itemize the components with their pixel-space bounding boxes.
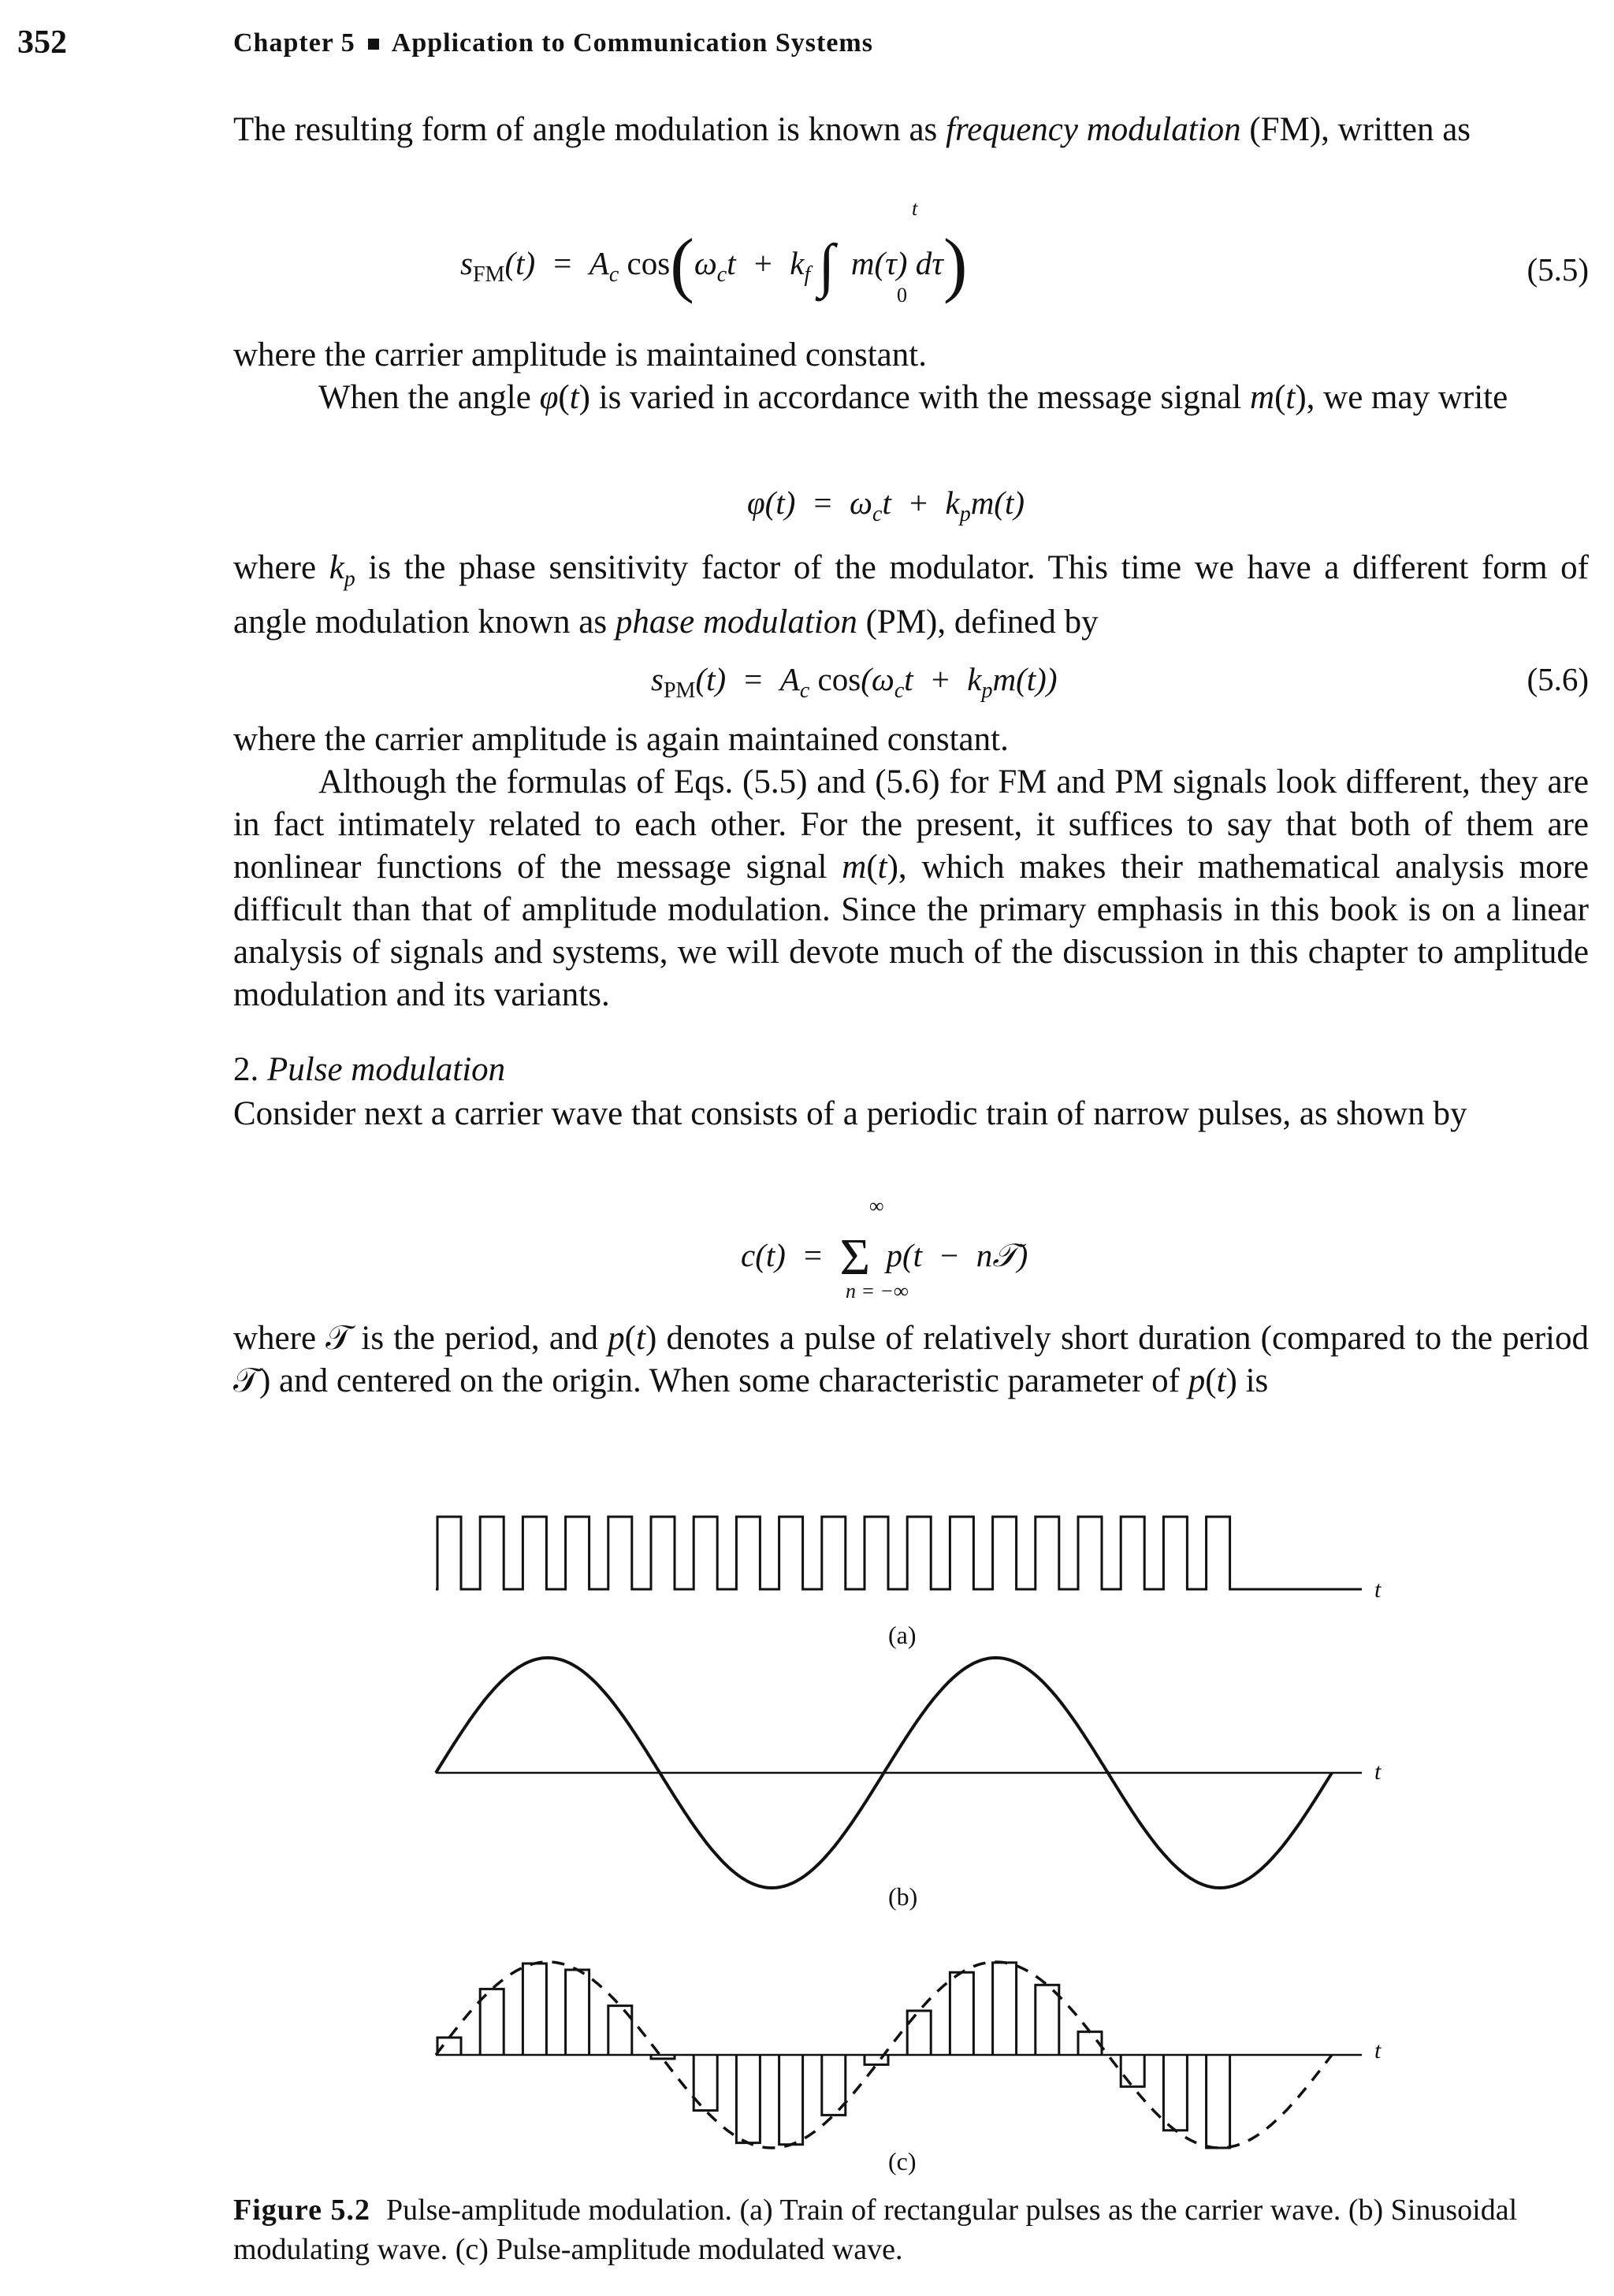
pam-pulse [566, 1970, 589, 2055]
integral-upper-limit: t [912, 197, 918, 220]
paragraph-period-definition: where 𝒯 is the period, and p(t) denotes a pulse of relatively short duration (compared to the period 𝒯) and centered on the origin. When some characteristic parameter of p(t) is [233, 1320, 1589, 1399]
pulse-train-a [436, 1517, 1362, 1589]
pam-pulse [736, 2055, 760, 2143]
axis-label-b: t [1374, 1759, 1382, 1785]
pam-pulse [865, 2055, 888, 2064]
pam-pulse [1207, 2055, 1230, 2148]
pam-pulse [779, 2055, 803, 2145]
integral-lower-limit: 0 [897, 284, 907, 307]
rectangular-pulse-train [436, 1517, 1362, 1589]
equation-fm: $s_{FM}(t) = A_c$ $\cos(\omega_ct + k_f$ ∫ m(τ) dτ) [460, 224, 968, 304]
pam-pulse [523, 1963, 546, 2055]
pam-pulse [950, 1972, 973, 2055]
page-number: 352 [17, 24, 67, 61]
axis-label-a: t [1374, 1577, 1382, 1603]
pam-wave-c [436, 1962, 1362, 2148]
section-heading: 2. Pulse modulation [233, 1051, 506, 1088]
paragraph-again-constant: where the carrier amplitude is again maintained constant. [233, 721, 1009, 758]
running-head-title: Application to Communication Systems [391, 28, 873, 58]
paragraph-fm-pm-related: Although the formulas of Eqs. (5.5) and (5.6) for FM and PM signals look different, they are in fact intimately related to each other. For the present, it suffices to say that both of them are nonlinear functions of the message signal m(t), which makes their mathematical analysis more difficult than that of amplitude modulation. Since the primary emphasis in this book is on a linear analysis of signals and systems, we will devote much of the discussion in this chapter to amplitude modulation and its variants. [233, 763, 1590, 1013]
equation-number-pm: (5.6) [1527, 661, 1589, 697]
pam-pulse [993, 1963, 1017, 2055]
paragraph-pulse-train: Consider next a carrier wave that consists of a periodic train of narrow pulses, as shown by [233, 1095, 1467, 1132]
sum-lower-limit: n = −∞ [846, 1280, 909, 1302]
caption-text: Pulse-amplitude modulation. (a) Train of rectangular pulses as the carrier wave. (b) Sinusoidal modulating wave. (c) Pulse-amplitude modulated wave. [233, 2194, 1518, 2266]
running-head-chapter: Chapter 5 [233, 28, 355, 58]
sublabel-b: (b) [888, 1882, 918, 1911]
equation-phi: $\varphi(t) = \omega_ct + k_pm(t)$ [747, 485, 1025, 527]
figure-caption [233, 2190, 1589, 2269]
sum-upper-limit: ∞ [869, 1194, 884, 1217]
paragraph-carrier-constant: where the carrier amplitude is maintained constant. [233, 336, 927, 373]
caption-label: Figure 5.2 [233, 2194, 370, 2227]
equation-number-fm: (5.5) [1527, 251, 1589, 288]
sublabel-a: (a) [888, 1621, 917, 1649]
pam-pulse [1163, 2055, 1187, 2131]
axis-label-c: t [1374, 2038, 1382, 2064]
paragraph-pm-intro: where $k_p$ is the phase sensitivity factor of the modulator. This time we have a different form of angle modulation known as phase modulation (PM), defined by [233, 549, 1589, 641]
paragraph-angle-varied: When the angle φ(t) is varied in accordance with the message signal m(t), we may write [318, 379, 1508, 416]
pam-pulse [907, 2011, 931, 2055]
paragraph-fm-intro: The resulting form of angle modulation is known as frequency modulation (FM), written as [233, 111, 1471, 148]
pam-pulse [1121, 2055, 1144, 2086]
sine-wave-b [436, 1658, 1362, 1888]
equation-pulse-train: c(t) = Σ p(t − n𝒯) [741, 1228, 1028, 1286]
pam-pulse [1036, 1985, 1059, 2055]
sublabel-c: (c) [888, 2147, 917, 2175]
equation-pm: $s_{PM}(t) = A_c$ $\cos(\omega_ct + k_pm(t))$ [651, 661, 1058, 704]
